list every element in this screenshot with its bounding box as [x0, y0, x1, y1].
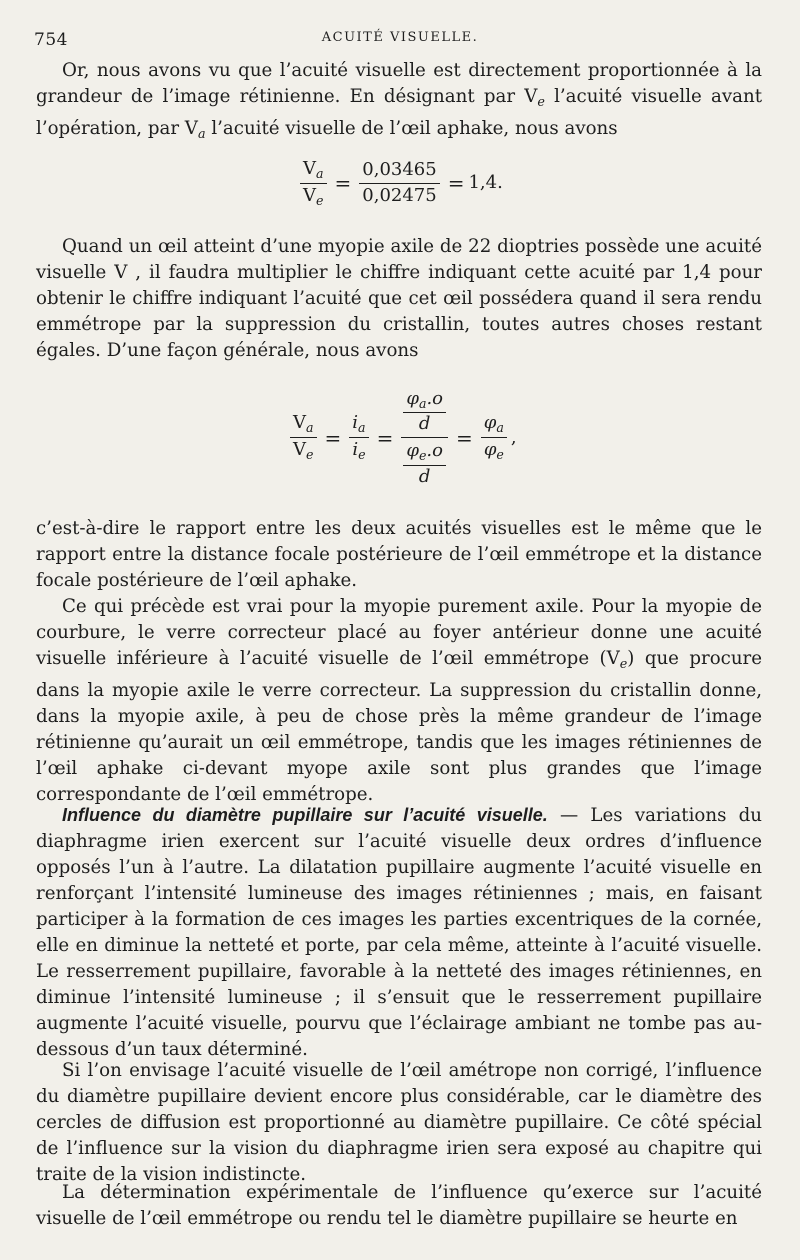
fraction-compound: $\frac{\frac{\varphi_a.o}{d}}{\frac{\varphi_e.o}{d}}$ — [401, 390, 448, 486]
fraction-numeric: $\frac{0,03465}{0,02475}$ — [359, 161, 439, 206]
equation-result: 1,4. — [468, 172, 503, 194]
paragraph-ametrope: Si l’on envisage l’acuité visuelle de l’œil amétrope non corrigé, l’influence du diamètre pupillaire devient encore plus considérable, car le diamètre des cercles de diffusion est proportionné au diamètre pupillaire. Ce côté spécial de l’influence sur la vision du diaphragme irien sera exposé au chapitre qui traite de la vision indistincte. — [36, 1060, 762, 1185]
paragraph-experimental: La détermination expérimentale de l’influence qu’exerce sur l’acuité visuelle de l’œil emmétrope ou rendu tel le diamètre pupillaire se heurte en — [36, 1182, 762, 1229]
fraction-Va-Ve: $\frac{V_a}{V_e}$ — [290, 414, 317, 461]
paragraph-pupil-influence: Influence du diamètre pupillaire sur l’acuité visuelle. — Les variations du diaphragme irien exercent sur l’acuité visuelle deux ordres d’influence opposés l’un à l’autre. La dilatation pupillaire augmente l’acuité visuelle en renforçant l’intensité lumineuse des images rétiniennes ; mais, en faisant participer à la formation de ces images les parties excentriques de la cornée, elle en diminue la netteté et porte, par cela même, atteinte à l’acuité visuelle. Le resserrement pupillaire, favorable à la netteté des images rétiniennes, en diminue l’intensité lumineuse ; il s’ensuit que le resserrement pupillaire augmente l’acuité visuelle, pourvu que l’éclairage ambiant ne tombe pas au-dessous d’un taux déterminé. — [36, 805, 762, 1060]
page-number: 754 — [34, 30, 68, 50]
section-heading: Influence du diamètre pupillaire sur l’acuité visuelle. — [62, 805, 548, 825]
paragraph-myopie-courbure: Ce qui précède est vrai pour la myopie purement axile. Pour la myopie de courbure, le verre correcteur placé au foyer antérieur donne une acuité visuelle inférieure à l’acuité visuelle de l’œil emmétrope $(V_e)$ que procure dans la myopie axile le verre correcteur. La suppression du cristallin donne, dans la myopie axile, à peu de chose près la même grandeur de l’image rétinienne qu’aurait un œil emmétrope, tandis que les images rétiniennes de l’œil aphake ci-devant myope axile sont plus grandes que l’image correspondante de l’œil emmétrope. — [36, 596, 762, 805]
paragraph-myopia-axile: Quand un œil atteint d’une myopie axile de 22 dioptries possède une acuité visuelle V , il faudra multiplier le chiffre indiquant cette acuité par 1,4 pour obtenir le chiffre indiquant l’acuité que cet œil possédera quand il sera rendu emmétrope par la suppression du cristallin, toutes autres choses restant égales. D’une façon générale, nous avons — [36, 236, 762, 361]
paragraph-ratio-explanation: c’est-à-dire le rapport entre les deux acuités visuelles est le même que le rapport entre la distance focale postérieure de l’œil emmétrope et la distance focale postérieure de l’œil aphake. — [36, 518, 762, 591]
fraction-va-ve: $\frac{V_a}{V_e}$ — [300, 160, 327, 207]
fraction-phia-phie: $\frac{\varphi_a}{\varphi_e}$ — [481, 414, 507, 461]
running-title: ACUITÉ VISUELLE. — [321, 30, 479, 45]
equation-acuity-ratio: $\frac{V_a}{V_e}$ = $\frac{0,03465}{0,02475}$ = 1,4. — [296, 160, 503, 207]
paragraph-intro: Or, nous avons vu que l’acuité visuelle est directement proportionnée à la grandeur de l’image rétinienne. En désignant par $V_e$ l’acuité visuelle avant l’opération, par $V_a$ l’acuité visuelle de l’œil aphake, nous avons — [36, 60, 762, 142]
equation-general: $\frac{V_a}{V_e}$ = $\frac{i_a}{i_e}$ = $\frac{\frac{\varphi_a.o}{d}}{\frac{\varphi_e.o}{d}}$ = $\frac{\varphi_a}{\varphi_e}$ , — [286, 390, 517, 486]
fraction-ia-ie: $\frac{i_a}{i_e}$ — [349, 414, 368, 461]
